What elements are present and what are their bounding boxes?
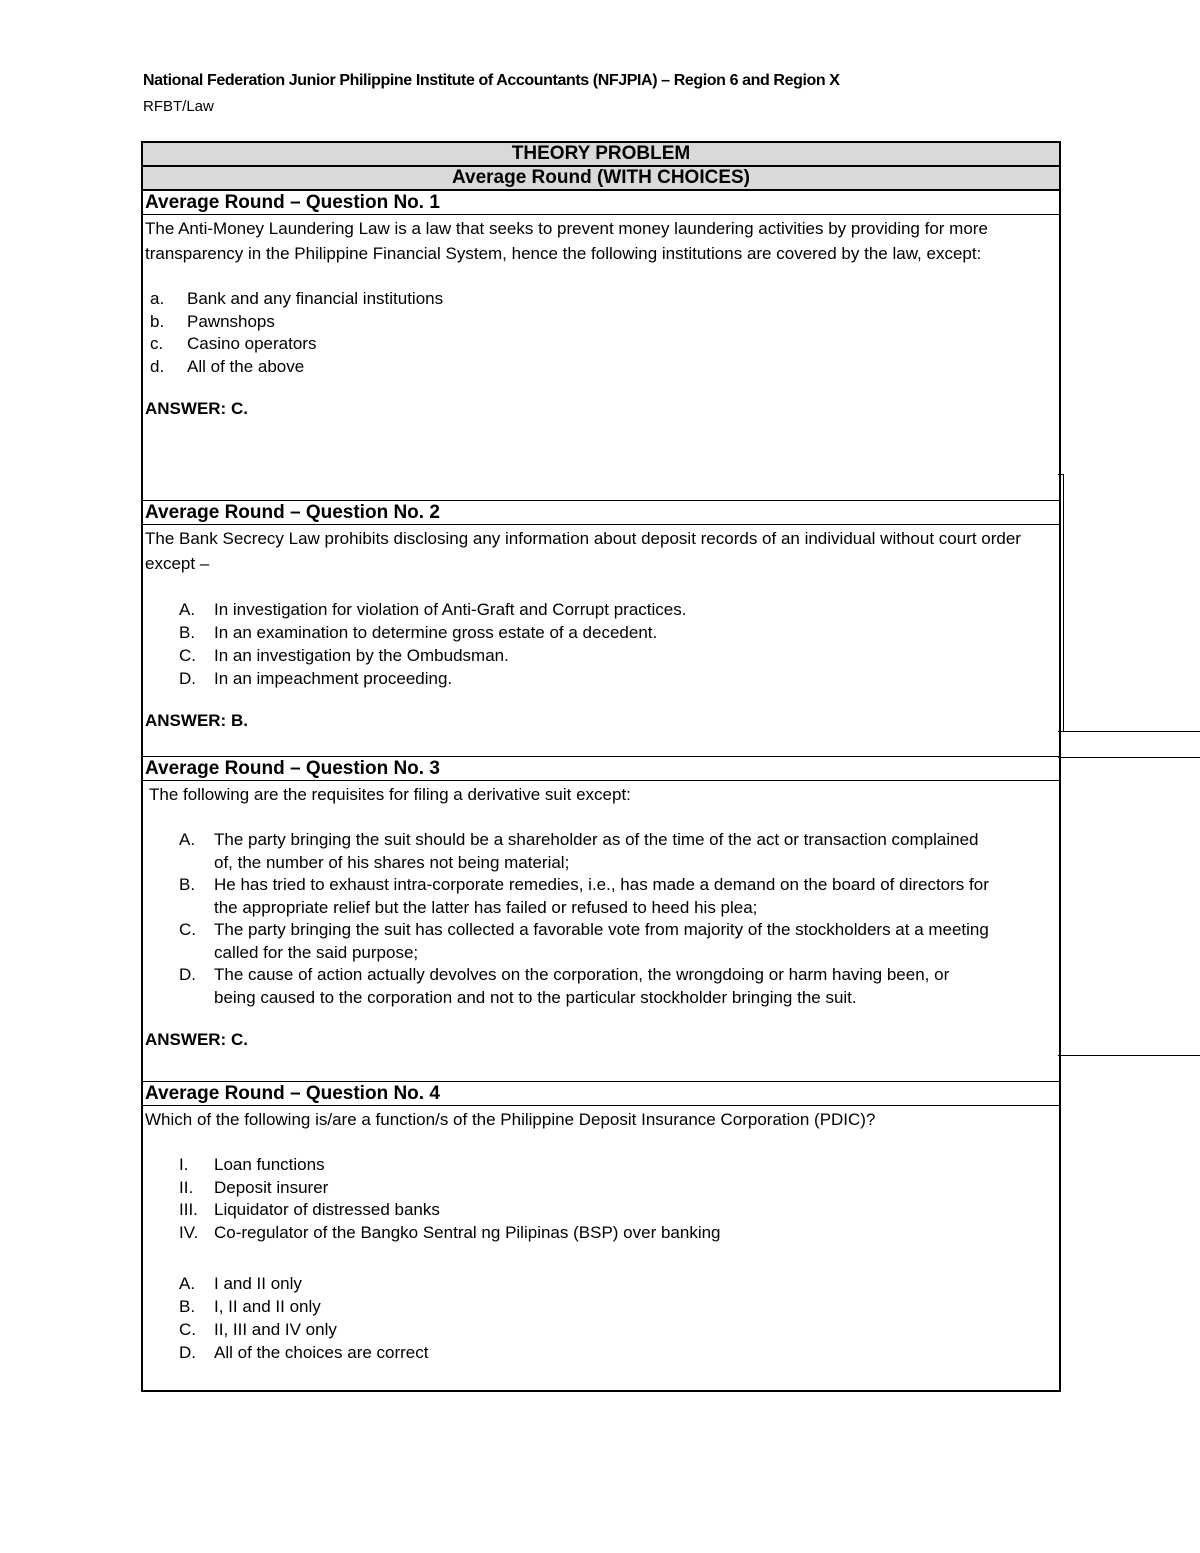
question-body — [143, 215, 1059, 435]
statement-mark: III. — [179, 1200, 198, 1219]
choice-text: The party bringing the suit has collected a favorable vote from majority of the stockholders at a meeting called for the said purpose; — [214, 920, 989, 962]
choice-list — [145, 829, 1055, 1009]
statement-item — [145, 1222, 1055, 1245]
choice-list — [145, 1272, 1055, 1364]
choice-mark: a. — [150, 289, 165, 308]
choice-mark: C. — [179, 646, 196, 665]
choice-text: He has tried to exhaust intra-corporate remedies, i.e., has made a demand on the board of directors for the appropriate relief but the latter has failed or refused to heed his plea; — [214, 875, 989, 917]
choice-mark: D. — [179, 965, 196, 984]
choice-item — [145, 1295, 1055, 1318]
question-block-3 — [143, 756, 1059, 1081]
answer-label: ANSWER: C. — [145, 399, 248, 418]
choice-item — [145, 356, 1055, 379]
choice-item — [145, 311, 1055, 334]
choice-mark: D. — [179, 669, 196, 688]
subject-label: RFBT/Law — [143, 98, 214, 115]
choice-item — [145, 667, 1055, 690]
choice-text: In an investigation by the Ombudsman. — [214, 646, 509, 665]
statement-text: Deposit insurer — [214, 1177, 329, 1197]
choice-list — [145, 288, 1055, 378]
choice-mark: A. — [179, 1274, 196, 1293]
question-block-2 — [143, 500, 1059, 756]
choice-text: The party bringing the suit should be a shareholder as of the time of the act or transaction complained of, the number of his shares not being material; — [214, 830, 979, 872]
question-sheet — [141, 141, 1061, 1392]
grid-line — [1058, 757, 1200, 758]
statement-list — [145, 1154, 1055, 1244]
question-block-4 — [143, 1081, 1059, 1390]
choice-item — [145, 874, 1055, 919]
question-heading: Average Round – Question No. 3 — [143, 756, 1059, 781]
choice-item — [145, 1272, 1055, 1295]
question-heading: Average Round – Question No. 2 — [143, 500, 1059, 525]
choice-item — [145, 598, 1055, 621]
question-stem: The Anti-Money Laundering Law is a law that seeks to prevent money laundering activities by providing for more transparency in the Philippine Financial System, hence the following institutions are covered by the law, except: — [145, 219, 988, 263]
choice-item — [145, 288, 1055, 311]
question-stem: The Bank Secrecy Law prohibits disclosing any information about deposit records of an individual without court order except – — [145, 529, 1021, 573]
choice-item — [145, 621, 1055, 644]
organization-title: National Federation Junior Philippine Institute of Accountants (NFJPIA) – Region 6 and Region X — [143, 72, 840, 89]
choice-text: All of the above — [187, 356, 305, 376]
page-header — [143, 68, 840, 118]
statement-mark: II. — [179, 1177, 194, 1197]
statement-text: Liquidator of distressed banks — [214, 1200, 440, 1219]
statement-mark: IV. — [179, 1222, 199, 1242]
choice-text: In investigation for violation of Anti-Graft and Corrupt practices. — [214, 600, 687, 619]
question-heading: Average Round – Question No. 4 — [143, 1081, 1059, 1106]
choice-text: Casino operators — [187, 334, 317, 353]
statement-mark: I. — [179, 1155, 189, 1174]
choice-item — [145, 964, 1055, 1009]
statement-text: Co-regulator of the Bangko Sentral ng Pilipinas (BSP) over banking — [214, 1222, 721, 1242]
question-body — [143, 525, 1059, 747]
choice-mark: d. — [150, 356, 165, 376]
choice-text: The cause of action actually devolves on the corporation, the wrongdoing or harm having been, or being caused to the corporation and not to the particular stockholder bringing the suit. — [214, 965, 950, 1007]
question-stem: Which of the following is/are a function/s of the Philippine Deposit Insurance Corporation (PDIC)? — [145, 1110, 876, 1129]
grid-line — [1058, 1055, 1200, 1056]
choice-text: Bank and any financial institutions — [187, 289, 444, 308]
choice-item — [145, 829, 1055, 874]
answer-label: ANSWER: C. — [145, 1030, 248, 1049]
choice-text: I and II only — [214, 1274, 302, 1293]
choice-text: II, III and IV only — [214, 1320, 337, 1339]
question-block-1 — [143, 191, 1059, 500]
choice-text: In an examination to determine gross estate of a decedent. — [214, 623, 658, 642]
choice-item — [145, 1318, 1055, 1341]
choice-mark: b. — [150, 311, 165, 331]
choice-item — [145, 919, 1055, 964]
choice-item — [145, 644, 1055, 667]
choice-list — [145, 598, 1055, 690]
choice-text: All of the choices are correct — [214, 1343, 429, 1362]
answer-label: ANSWER: B. — [145, 711, 248, 730]
choice-mark: C. — [179, 1320, 196, 1339]
question-body — [143, 1106, 1059, 1364]
choice-text: Pawnshops — [187, 311, 275, 331]
statement-item — [145, 1177, 1055, 1200]
choice-item — [145, 1341, 1055, 1364]
choice-text: In an impeachment proceeding. — [214, 669, 453, 688]
statement-item — [145, 1154, 1055, 1177]
sheet-subtitle: Average Round (WITH CHOICES) — [143, 167, 1059, 191]
choice-text: I, II and II only — [214, 1297, 321, 1316]
choice-mark: A. — [179, 600, 196, 619]
choice-mark: C. — [179, 920, 196, 939]
choice-mark: D. — [179, 1343, 196, 1362]
choice-mark: c. — [150, 334, 164, 353]
question-body — [143, 781, 1059, 1066]
choice-mark: A. — [179, 830, 196, 849]
statement-item — [145, 1199, 1055, 1222]
question-stem: The following are the requisites for filing a derivative suit except: — [149, 785, 631, 804]
sheet-title: THEORY PROBLEM — [143, 141, 1059, 167]
question-heading: Average Round – Question No. 1 — [143, 191, 1059, 215]
statement-text: Loan functions — [214, 1155, 325, 1174]
choice-mark: B. — [179, 1297, 196, 1316]
grid-line — [1058, 731, 1200, 732]
choice-item — [145, 333, 1055, 356]
grid-line — [1063, 474, 1064, 732]
choice-mark: B. — [179, 875, 196, 894]
choice-mark: B. — [179, 623, 196, 642]
